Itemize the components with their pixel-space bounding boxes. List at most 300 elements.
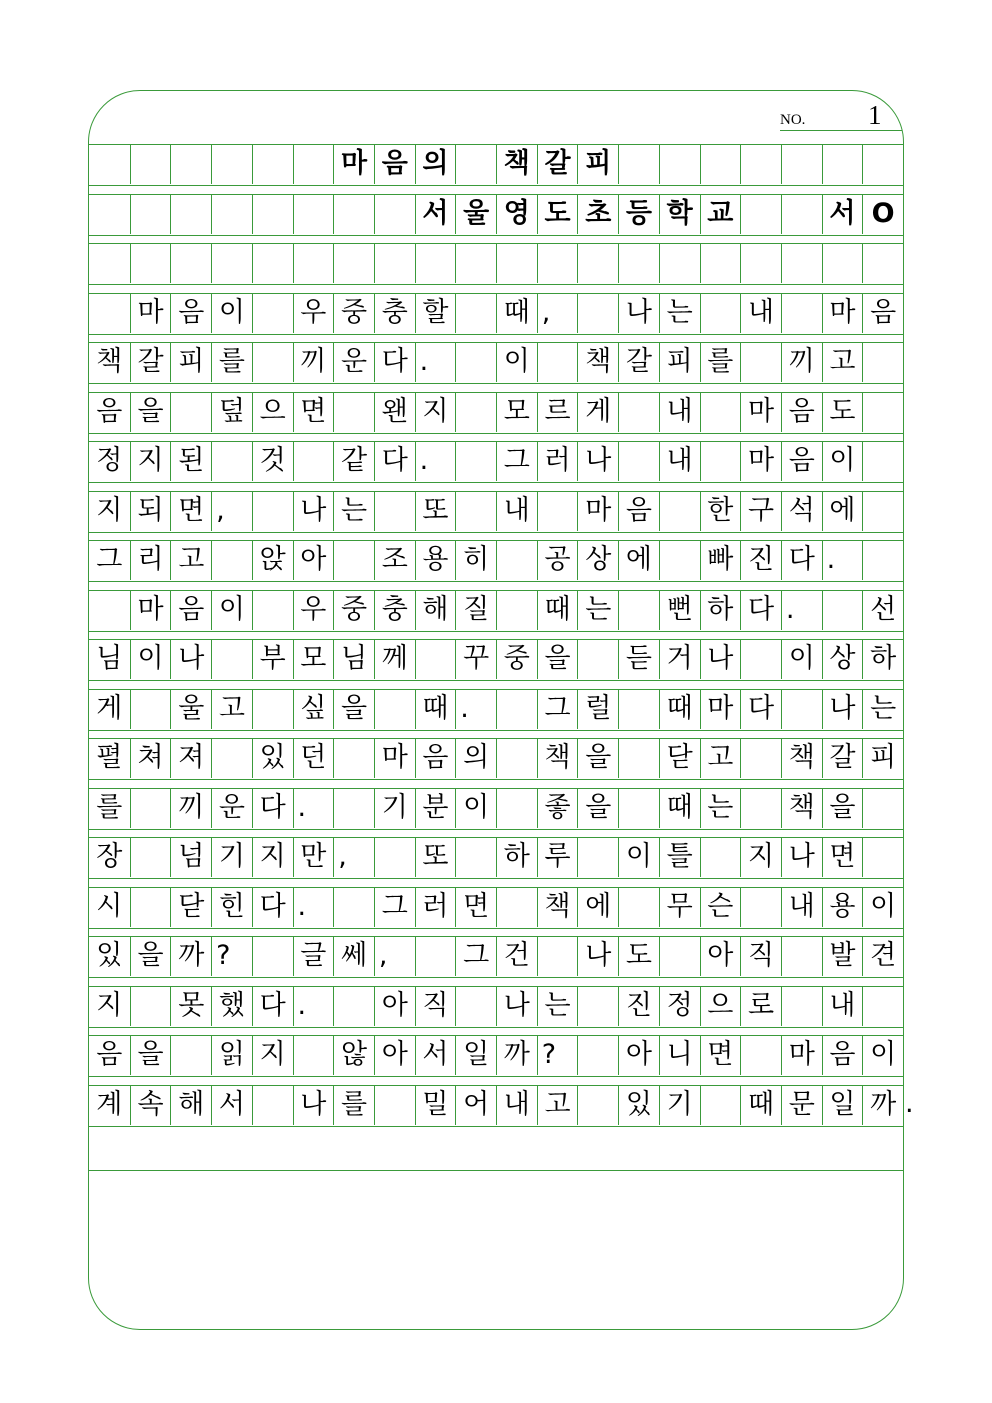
- grid-cell: [659, 145, 700, 184]
- grid-cell: 피: [170, 343, 211, 382]
- grid-cell: 까: [862, 1086, 903, 1125]
- grid-cell: 한: [700, 492, 741, 531]
- grid-cell: [374, 838, 415, 877]
- grid-cell: [740, 888, 781, 927]
- grid-cell: 마: [333, 145, 374, 184]
- grid-cell: 덮: [211, 393, 252, 432]
- grid-cell: 지: [415, 393, 456, 432]
- grid-cell: 면: [700, 1036, 741, 1075]
- grid-cell: 아: [293, 541, 334, 580]
- grid-cell: 운: [333, 343, 374, 382]
- grid-cell: 구: [740, 492, 781, 531]
- grid-cell: 이: [455, 789, 496, 828]
- grid-cell: [577, 1086, 618, 1125]
- grid-cell: 때: [415, 690, 456, 729]
- grid-cell: [740, 1036, 781, 1075]
- grid-cell: .: [455, 690, 496, 729]
- grid-row: [89, 194, 903, 236]
- grid-cell: 게: [577, 393, 618, 432]
- grid-cell: 을: [577, 739, 618, 778]
- grid-cell: 를: [700, 343, 741, 382]
- grid-cell: [170, 244, 211, 283]
- grid-cell: [211, 640, 252, 679]
- grid-cell: [781, 690, 822, 729]
- grid-cell: 속: [130, 1086, 171, 1125]
- grid-cell: [618, 442, 659, 481]
- overflow-period: .: [905, 1088, 914, 1119]
- grid-cell: 다: [781, 541, 822, 580]
- grid-cell: 우: [293, 294, 334, 333]
- grid-cell: [537, 937, 578, 976]
- grid-cell: 상: [577, 541, 618, 580]
- grid-cell: 까: [170, 937, 211, 976]
- grid-cell: [862, 145, 903, 184]
- grid-cell: [374, 690, 415, 729]
- grid-cell: [455, 838, 496, 877]
- grid-row: [89, 1085, 903, 1127]
- grid-cell: 질: [455, 591, 496, 630]
- grid-cell: 마: [740, 393, 781, 432]
- grid-row: [89, 639, 903, 681]
- page-number-block: [780, 100, 900, 132]
- grid-cell: 마: [374, 739, 415, 778]
- grid-cell: [537, 244, 578, 283]
- grid-cell: 기: [374, 789, 415, 828]
- grid-cell: 진: [618, 987, 659, 1026]
- grid-cell: 나: [293, 492, 334, 531]
- grid-cell: [333, 987, 374, 1026]
- grid-cell: [700, 393, 741, 432]
- grid-cell: 의: [455, 739, 496, 778]
- grid-cell: 읽: [211, 1036, 252, 1075]
- grid-cell: 고: [211, 690, 252, 729]
- grid-cell: 것: [252, 442, 293, 481]
- grid-cell: 지: [96, 989, 123, 1021]
- grid-cell: 또: [415, 492, 456, 531]
- grid-cell: [618, 244, 659, 283]
- grid-cell: 을: [130, 393, 171, 432]
- grid-cell: 내: [496, 1086, 537, 1125]
- grid-cell: 를: [211, 343, 252, 382]
- grid-cell: 님: [333, 640, 374, 679]
- grid-cell: 있: [252, 739, 293, 778]
- grid-cell: .: [822, 541, 863, 580]
- grid-cell: 내: [781, 888, 822, 927]
- grid-cell: 책: [781, 739, 822, 778]
- grid-row: [89, 342, 903, 384]
- grid-cell: [333, 888, 374, 927]
- grid-cell: 아: [618, 1036, 659, 1075]
- grid-cell: 때: [659, 789, 700, 828]
- grid-cell: .: [293, 789, 334, 828]
- grid-cell: [659, 244, 700, 283]
- grid-cell: 일: [455, 1036, 496, 1075]
- grid-cell: 충: [374, 294, 415, 333]
- grid-cell: 힌: [211, 888, 252, 927]
- grid-cell: 게: [96, 692, 123, 724]
- grid-cell: 때: [740, 1086, 781, 1125]
- grid-cell: 도: [822, 393, 863, 432]
- grid-cell: [89, 244, 130, 283]
- grid-cell: [293, 1036, 334, 1075]
- grid-cell: [496, 244, 537, 283]
- grid-cell: 일: [822, 1086, 863, 1125]
- grid-cell: 등: [618, 195, 659, 234]
- grid-cell: [496, 739, 537, 778]
- grid-cell: 다: [740, 591, 781, 630]
- grid-cell: [252, 591, 293, 630]
- grid-cell: 했: [211, 987, 252, 1026]
- grid-cell: 갈: [822, 739, 863, 778]
- grid-cell: [252, 1086, 293, 1125]
- grid-cell: 왠: [374, 393, 415, 432]
- grid-cell: 갈: [130, 343, 171, 382]
- grid-cell: [170, 195, 211, 234]
- grid-cell: [455, 492, 496, 531]
- grid-cell: 기: [659, 1086, 700, 1125]
- grid-cell: [862, 492, 903, 531]
- grid-cell: 있: [618, 1086, 659, 1125]
- grid-cell: 용: [415, 541, 456, 580]
- grid-cell: 그: [374, 888, 415, 927]
- grid-cell: [496, 541, 537, 580]
- grid-cell: 책: [496, 145, 537, 184]
- grid-cell: 충: [374, 591, 415, 630]
- bottom-rule: [89, 1170, 903, 1171]
- grid-cell: [781, 937, 822, 976]
- grid-cell: [455, 987, 496, 1026]
- grid-cell: 고: [537, 1086, 578, 1125]
- grid-cell: ,: [333, 838, 374, 877]
- grid-cell: 모: [293, 640, 334, 679]
- grid-cell: 으: [252, 393, 293, 432]
- grid-cell: 서: [211, 1086, 252, 1125]
- grid-cell: [211, 244, 252, 283]
- grid-cell: [252, 244, 293, 283]
- grid-cell: 을: [333, 690, 374, 729]
- grid-cell: 석: [781, 492, 822, 531]
- grid-cell: [577, 987, 618, 1026]
- grid-cell: 나: [577, 937, 618, 976]
- grid-cell: 쎄: [333, 937, 374, 976]
- grid-cell: 을: [130, 937, 171, 976]
- grid-cell: [455, 244, 496, 283]
- grid-cell: 내: [659, 442, 700, 481]
- grid-cell: [659, 937, 700, 976]
- grid-cell: 못: [170, 987, 211, 1026]
- grid-cell: 그: [455, 937, 496, 976]
- grid-cell: 이: [781, 640, 822, 679]
- grid-cell: 문: [781, 1086, 822, 1125]
- grid-cell: 이: [211, 591, 252, 630]
- grid-cell: 견: [862, 937, 903, 976]
- grid-cell: [740, 739, 781, 778]
- grid-cell: [130, 244, 171, 283]
- grid-cell: [781, 195, 822, 234]
- grid-cell: 고: [700, 739, 741, 778]
- grid-cell: 기: [211, 838, 252, 877]
- grid-cell: [252, 195, 293, 234]
- grid-cell: [293, 442, 334, 481]
- grid-cell: 내: [659, 393, 700, 432]
- grid-cell: [130, 690, 171, 729]
- grid-cell: 님: [96, 643, 123, 674]
- grid-cell: 아: [374, 987, 415, 1026]
- grid-cell: 이: [130, 640, 171, 679]
- grid-cell: [618, 393, 659, 432]
- grid-cell: [89, 294, 130, 333]
- grid-cell: [700, 294, 741, 333]
- grid-cell: [700, 838, 741, 877]
- grid-cell: 다: [252, 888, 293, 927]
- grid-cell: [333, 541, 374, 580]
- grid-cell: [374, 195, 415, 234]
- grid-cell: 되: [130, 492, 171, 531]
- grid-cell: 로: [740, 987, 781, 1026]
- grid-cell: 으: [700, 987, 741, 1026]
- grid-cell: 운: [211, 789, 252, 828]
- grid-cell: [455, 294, 496, 333]
- grid-cell: [252, 145, 293, 184]
- grid-cell: 음: [415, 739, 456, 778]
- grid-cell: [130, 789, 171, 828]
- grid-cell: 음: [781, 442, 822, 481]
- grid-cell: 내: [822, 987, 863, 1026]
- grid-cell: 지: [252, 838, 293, 877]
- grid-cell: 이: [618, 838, 659, 877]
- grid-row: [89, 144, 903, 186]
- grid-cell: 음: [96, 1039, 123, 1070]
- grid-cell: 고: [822, 343, 863, 382]
- grid-cell: 피: [862, 739, 903, 778]
- grid-cell: 계: [96, 1088, 123, 1120]
- grid-cell: [170, 1036, 211, 1075]
- grid-cell: [496, 888, 537, 927]
- grid-cell: [496, 690, 537, 729]
- grid-row: [89, 540, 903, 582]
- grid-cell: [659, 541, 700, 580]
- grid-cell: [496, 789, 537, 828]
- grid-cell: 펼: [96, 742, 123, 773]
- grid-cell: [89, 145, 130, 184]
- grid-cell: 때: [537, 591, 578, 630]
- grid-cell: 음: [781, 393, 822, 432]
- grid-cell: 내: [496, 492, 537, 531]
- grid-cell: 나: [822, 690, 863, 729]
- grid-cell: 빠: [700, 541, 741, 580]
- grid-cell: 다: [252, 987, 293, 1026]
- grid-cell: 는: [659, 294, 700, 333]
- grid-cell: 같: [333, 442, 374, 481]
- grid-cell: 을: [130, 1036, 171, 1075]
- grid-cell: 피: [577, 145, 618, 184]
- grid-cell: 도: [618, 937, 659, 976]
- grid-cell: 까: [496, 1036, 537, 1075]
- grid-cell: [618, 739, 659, 778]
- grid-cell: 마: [781, 1036, 822, 1075]
- grid-cell: 음: [96, 395, 123, 427]
- grid-cell: 지: [740, 838, 781, 877]
- grid-cell: 갈: [537, 145, 578, 184]
- grid-cell: 하: [862, 640, 903, 679]
- grid-cell: 에: [822, 492, 863, 531]
- grid-cell: 닫: [659, 739, 700, 778]
- grid-cell: 음: [374, 145, 415, 184]
- grid-row: [89, 243, 903, 285]
- grid-cell: [822, 244, 863, 283]
- grid-cell: 이: [496, 343, 537, 382]
- grid-cell: 정: [96, 445, 123, 476]
- grid-cell: .: [415, 343, 456, 382]
- grid-cell: 쳐: [130, 739, 171, 778]
- grid-cell: [740, 343, 781, 382]
- grid-cell: [537, 492, 578, 531]
- grid-cell: 슨: [700, 888, 741, 927]
- grid-cell: 듣: [618, 640, 659, 679]
- grid-cell: [333, 789, 374, 828]
- grid-cell: 갈: [618, 343, 659, 382]
- grid-cell: [415, 640, 456, 679]
- grid-cell: 나: [293, 1086, 334, 1125]
- grid-cell: 마: [130, 591, 171, 630]
- grid-cell: [577, 294, 618, 333]
- grid-cell: .: [415, 442, 456, 481]
- grid-cell: 을: [537, 640, 578, 679]
- grid-row: [89, 738, 903, 780]
- grid-cell: 나: [618, 294, 659, 333]
- grid-cell: [577, 640, 618, 679]
- grid-cell: [700, 1086, 741, 1125]
- grid-cell: 울: [170, 690, 211, 729]
- grid-cell: 도: [537, 195, 578, 234]
- grid-cell: [577, 244, 618, 283]
- grid-cell: 서: [415, 1036, 456, 1075]
- grid-cell: [700, 244, 741, 283]
- grid-cell: 싶: [293, 690, 334, 729]
- grid-cell: [374, 492, 415, 531]
- grid-cell: [862, 838, 903, 877]
- grid-cell: 지: [252, 1036, 293, 1075]
- grid-cell: 서: [415, 195, 456, 234]
- grid-cell: 끼: [781, 343, 822, 382]
- grid-cell: 음: [170, 294, 211, 333]
- grid-cell: 는: [700, 789, 741, 828]
- grid-cell: 이: [862, 888, 903, 927]
- grid-cell: O: [862, 195, 903, 234]
- grid-cell: 이: [211, 294, 252, 333]
- grid-cell: 선: [862, 591, 903, 630]
- grid-cell: 좋: [537, 789, 578, 828]
- grid-cell: 진: [740, 541, 781, 580]
- grid-cell: [333, 393, 374, 432]
- grid-cell: 음: [170, 591, 211, 630]
- grid-cell: 틀: [659, 838, 700, 877]
- grid-cell: 음: [618, 492, 659, 531]
- grid-cell: [659, 492, 700, 531]
- grid-cell: 는: [333, 492, 374, 531]
- grid-cell: [293, 145, 334, 184]
- grid-cell: 건: [496, 937, 537, 976]
- grid-cell: 상: [822, 640, 863, 679]
- grid-cell: [89, 591, 130, 630]
- grid-cell: 마: [130, 294, 171, 333]
- grid-cell: 마: [740, 442, 781, 481]
- grid-cell: 중: [496, 640, 537, 679]
- grid-row: [89, 689, 903, 731]
- grid-cell: 지: [130, 442, 171, 481]
- grid-cell: 뻔: [659, 591, 700, 630]
- grid-cell: 어: [455, 1086, 496, 1125]
- grid-cell: 공: [537, 541, 578, 580]
- grid-cell: [252, 343, 293, 382]
- grid-cell: [89, 195, 130, 234]
- grid-cell: [455, 393, 496, 432]
- grid-cell: 서: [822, 195, 863, 234]
- grid-cell: [740, 195, 781, 234]
- grid-cell: 면: [455, 888, 496, 927]
- grid-cell: [415, 244, 456, 283]
- grid-cell: 꾸: [455, 640, 496, 679]
- grid-cell: 닫: [170, 888, 211, 927]
- grid-cell: [862, 541, 903, 580]
- grid-cell: 하: [700, 591, 741, 630]
- grid-cell: 우: [293, 591, 334, 630]
- grid-cell: 중: [333, 591, 374, 630]
- grid-cell: [618, 690, 659, 729]
- grid-cell: 된: [170, 442, 211, 481]
- grid-cell: 리: [130, 541, 171, 580]
- grid-cell: 직: [740, 937, 781, 976]
- grid-cell: 직: [415, 987, 456, 1026]
- grid-cell: 부: [252, 640, 293, 679]
- grid-cell: [618, 145, 659, 184]
- grid-cell: 다: [374, 442, 415, 481]
- grid-cell: 에: [577, 888, 618, 927]
- grid-cell: [170, 393, 211, 432]
- grid-cell: [252, 690, 293, 729]
- grid-cell: [700, 145, 741, 184]
- grid-cell: 는: [577, 591, 618, 630]
- grid-cell: 중: [333, 294, 374, 333]
- grid-cell: [211, 442, 252, 481]
- grid-cell: 또: [415, 838, 456, 877]
- grid-cell: 의: [415, 145, 456, 184]
- grid-cell: 는: [537, 987, 578, 1026]
- grid-cell: 마: [577, 492, 618, 531]
- grid-cell: [496, 591, 537, 630]
- grid-cell: [211, 195, 252, 234]
- grid-cell: 면: [293, 393, 334, 432]
- grid-cell: ,: [374, 937, 415, 976]
- grid-cell: 이: [862, 1036, 903, 1075]
- grid-row: [89, 590, 903, 632]
- page-number-label: NO.: [780, 112, 806, 128]
- grid-cell: 지: [96, 494, 123, 526]
- grid-cell: [333, 244, 374, 283]
- grid-cell: [618, 789, 659, 828]
- grid-cell: [333, 195, 374, 234]
- grid-cell: [252, 294, 293, 333]
- grid-cell: 무: [659, 888, 700, 927]
- grid-cell: 에: [618, 541, 659, 580]
- grid-cell: 내: [740, 294, 781, 333]
- grid-cell: 다: [374, 343, 415, 382]
- grid-row: [89, 392, 903, 434]
- grid-cell: 책: [577, 343, 618, 382]
- grid-cell: [618, 591, 659, 630]
- grid-row: [89, 293, 903, 335]
- grid-cell: 그: [496, 442, 537, 481]
